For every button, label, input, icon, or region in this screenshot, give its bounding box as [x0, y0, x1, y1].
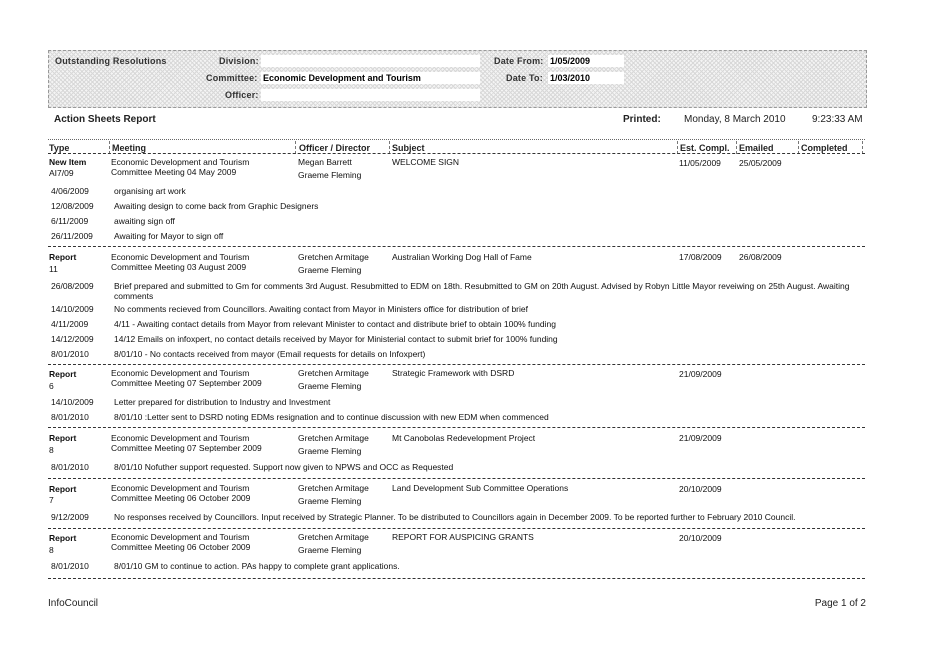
column-header-bottom-rule [48, 153, 865, 154]
item-meeting-line2: Committee Meeting 04 May 2009 [111, 167, 237, 177]
note-text: 8/01/10 :Letter sent to DSRD noting EDMs resignation and to continue discussion with new EDM when commenced [114, 412, 549, 422]
officer-field [261, 89, 480, 101]
note-text: Letter prepared for distribution to Industry and Investment [114, 397, 331, 407]
item-meeting-line2: Committee Meeting 07 September 2009 [111, 378, 262, 388]
column-header-type: Type [49, 143, 70, 153]
note-text: organising art work [114, 186, 186, 196]
column-header-meeting: Meeting [112, 143, 147, 153]
item-subject: Land Development Sub Committee Operations [392, 483, 569, 493]
note-date: 14/12/2009 [51, 334, 94, 344]
item-subject: Mt Canobolas Redevelopment Project [392, 433, 536, 443]
note-date: 8/01/2010 [51, 412, 89, 422]
item-meeting-line1: Economic Development and Tourism [111, 532, 250, 542]
item-meeting-line1: Economic Development and Tourism [111, 368, 250, 378]
date-from-label: Date From: [494, 56, 544, 66]
note-date: 12/08/2009 [51, 201, 94, 211]
item-director: Graeme Fleming [298, 381, 362, 391]
item-meeting-line2: Committee Meeting 06 October 2009 [111, 542, 251, 552]
column-header-completed: Completed [801, 143, 848, 153]
item-number: 11 [49, 264, 58, 274]
item-officer: Gretchen Armitage [298, 483, 369, 493]
note-date: 4/11/2009 [51, 319, 89, 329]
note-text: 8/01/10 GM to continue to action. PAs happy to complete grant applications. [114, 561, 400, 571]
item-number: 8 [49, 445, 54, 455]
note-text: Brief prepared and submitted to Gm for comments 3rd August. Resubmitted to EDM on 18th. Resubmitted to GM on 20th August. Advised by Robyn Little Mayor reveiwing on 25th August. Awaiting comments [114, 281, 850, 301]
item-separator [48, 364, 865, 365]
note-text: No comments recieved from Councillors. Awaiting contact from Mayor in Ministers office for distribution of brief [114, 304, 528, 314]
note-date: 26/08/2009 [51, 281, 94, 291]
date-to-value: 1/03/2010 [550, 73, 591, 83]
item-type: Report [49, 369, 77, 379]
item-director: Graeme Fleming [298, 446, 362, 456]
date-to-label: Date To: [506, 73, 543, 83]
item-subject: Australian Working Dog Hall of Fame [392, 252, 532, 262]
note-date: 14/10/2009 [51, 304, 94, 314]
note-date: 8/01/2010 [51, 349, 89, 359]
item-emailed: 26/08/2009 [739, 252, 782, 262]
note-date: 14/10/2009 [51, 397, 94, 407]
item-est-compl: 21/09/2009 [679, 369, 722, 379]
printed-label: Printed: [623, 114, 661, 125]
item-officer: Gretchen Armitage [298, 433, 369, 443]
column-header-officer: Officer / Director [299, 143, 371, 153]
note-date: 9/12/2009 [51, 512, 89, 522]
item-type: Report [49, 252, 77, 262]
note-text: Awaiting design to come back from Graphic Designers [114, 201, 319, 211]
item-est-compl: 11/05/2009 [679, 158, 721, 168]
item-meeting-line2: Committee Meeting 06 October 2009 [111, 493, 251, 503]
printed-date: Monday, 8 March 2010 [684, 114, 786, 125]
item-separator [48, 528, 865, 529]
date-from-value: 1/05/2009 [550, 56, 591, 66]
note-text: 14/12 Emails on infoxpert, no contact details received by Mayor for Ministerial contact to submit brief for 100% funding [114, 334, 558, 344]
item-type: New Item [49, 157, 87, 167]
item-director: Graeme Fleming [298, 545, 362, 555]
page-number: Page 1 of 2 [814, 598, 866, 609]
report-parameters-panel [48, 50, 867, 108]
item-meeting-line2: Committee Meeting 03 August 2009 [111, 262, 247, 272]
column-header-emailed: Emailed [739, 143, 774, 153]
item-type: Report [49, 484, 77, 494]
item-director: Graeme Fleming [298, 170, 362, 180]
item-officer: Gretchen Armitage [298, 368, 369, 378]
item-number: AI7/09 [49, 168, 74, 178]
item-est-compl: 20/10/2009 [679, 533, 722, 543]
note-date: 8/01/2010 [51, 561, 89, 571]
printed-time: 9:23:33 AM [812, 114, 863, 125]
division-label: Division: [219, 56, 259, 66]
panel-title: Outstanding Resolutions [55, 56, 167, 66]
item-meeting-line1: Economic Development and Tourism [111, 483, 250, 493]
item-officer: Gretchen Armitage [298, 252, 369, 262]
column-header-subject: Subject [392, 143, 425, 153]
column-header-est-compl: Est. Compl. [680, 143, 730, 153]
item-est-compl: 20/10/2009 [679, 484, 722, 494]
item-est-compl: 21/09/2009 [679, 433, 722, 443]
note-text: 4/11 - Awaiting contact details from Mayor from relevant Minister to contact and distribute brief to obtain 100% funding [114, 319, 556, 329]
note-text: awaiting sign off [114, 216, 175, 226]
note-text: 8/01/10 Nofuther support requested. Support now given to NPWS and OCC as Requested [114, 462, 454, 472]
footer-brand: InfoCouncil [48, 598, 99, 609]
item-type: Report [49, 433, 77, 443]
note-date: 26/11/2009 [51, 231, 93, 241]
item-est-compl: 17/08/2009 [679, 252, 722, 262]
item-subject: WELCOME SIGN [392, 157, 460, 167]
item-officer: Megan Barrett [298, 157, 352, 167]
item-type: Report [49, 533, 77, 543]
item-meeting-line1: Economic Development and Tourism [111, 433, 250, 443]
item-meeting-line2: Committee Meeting 07 September 2009 [111, 443, 262, 453]
note-text: No responses received by Councillors. Input received by Strategic Planner. To be distributed to Councillors again in December 2009. To be reported further to February 2010 Council. [114, 512, 796, 522]
item-subject: REPORT FOR AUSPICING GRANTS [392, 532, 534, 542]
item-separator [48, 478, 865, 479]
note-text: 8/01/10 - No contacts received from mayor (Email requests for details on Infoxpert) [114, 349, 426, 359]
committee-label: Committee: [206, 73, 258, 83]
note-date: 4/06/2009 [51, 186, 89, 196]
item-emailed: 25/05/2009 [739, 158, 782, 168]
item-number: 6 [49, 381, 54, 391]
item-separator [48, 246, 865, 247]
note-date: 8/01/2010 [51, 462, 89, 472]
item-number: 8 [49, 545, 54, 555]
note-text: Awaiting for Mayor to sign off [114, 231, 224, 241]
item-subject: Strategic Framework with DSRD [392, 368, 515, 378]
committee-value: Economic Development and Tourism [263, 73, 421, 83]
item-director: Graeme Fleming [298, 496, 362, 506]
division-field [261, 55, 480, 67]
item-officer: Gretchen Armitage [298, 532, 369, 542]
officer-label: Officer: [225, 90, 259, 100]
item-director: Graeme Fleming [298, 265, 362, 275]
column-header-top-rule [48, 139, 865, 140]
report-title: Action Sheets Report [54, 114, 156, 125]
item-separator [48, 578, 865, 579]
item-number: 7 [49, 495, 54, 505]
item-meeting-line1: Economic Development and Tourism [111, 252, 250, 262]
item-meeting-line1: Economic Development and Tourism [111, 157, 250, 167]
note-date: 6/11/2009 [51, 216, 89, 226]
item-separator [48, 427, 865, 428]
